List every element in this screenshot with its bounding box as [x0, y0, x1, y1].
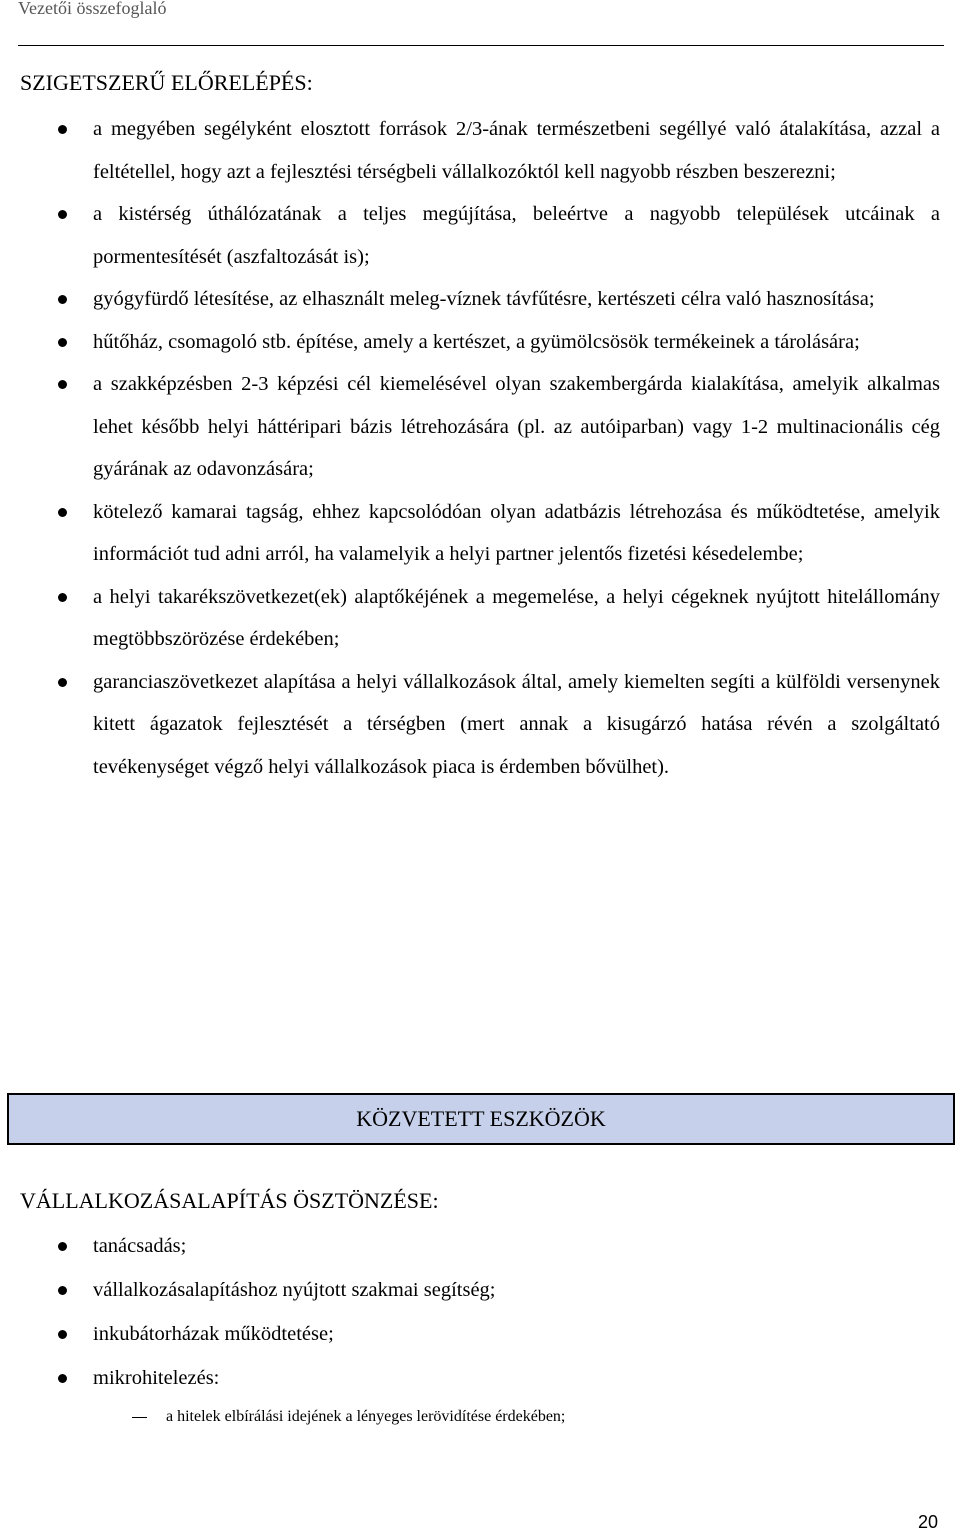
section-title-business-founding: VÁLLALKOZÁSALAPÍTÁS ÖSZTÖNZÉSE: — [20, 1188, 439, 1213]
bullet-icon — [58, 338, 67, 347]
list-item: a helyi takarékszövetkezet(ek) alaptőkéjének a megemelése, a helyi cégeknek nyújtott hitelállomány megtöbbszörözése érdekében; — [0, 576, 940, 661]
bullet-icon — [58, 1242, 67, 1251]
list-item: a kistérség úthálózatának a teljes megújítása, beleértve a nagyobb települések utcáinak a pormentesítését (aszfaltozását is); — [0, 193, 940, 278]
list-item: garanciaszövetkezet alapítása a helyi vállalkozások által, amely kiemelten segíti a külföldi versenynek kitett ágazatok fejlesztését a térségben (mert annak a kisugárzó hatása révén a szolgáltató tevékenységet végző helyi vállalkozások piaca is érdemben bővülhet). — [0, 661, 940, 789]
header-divider — [18, 45, 944, 46]
running-header: Vezetői összefoglaló — [18, 0, 167, 18]
list-item: vállalkozásalapításhoz nyújtott szakmai segítség; — [0, 1276, 940, 1304]
page-number: 20 — [917, 1512, 938, 1532]
sub-list-item: a hitelek elbírálási idejének a lényeges lerövidítése érdekében; — [132, 1404, 565, 1430]
bullet-icon — [58, 210, 67, 219]
bullet-icon — [58, 1286, 67, 1295]
section-title-island-progress: SZIGETSZERŰ ELŐRELÉPÉS: — [20, 70, 313, 95]
list-item: gyógyfürdő létesítése, az elhasznált meleg-víznek távfűtésre, kertészeti célra való hasznosítása; — [0, 278, 940, 321]
list-item: inkubátorházak működtetése; — [0, 1320, 940, 1348]
business-founding-list — [0, 1232, 940, 1408]
bullet-icon — [58, 295, 67, 304]
list-item: kötelező kamarai tagság, ehhez kapcsolódóan olyan adatbázis létrehozása és működtetése, amelyik információt tud adni arról, ha valamelyik a helyi partner jelentős fizetési késedelembe; — [0, 491, 940, 576]
bullet-icon — [58, 1374, 67, 1383]
island-progress-list — [0, 108, 940, 788]
list-item: tanácsadás; — [0, 1232, 940, 1260]
list-item: hűtőház, csomagoló stb. építése, amely a kertészet, a gyümölcsösök termékeinek a tárolására; — [0, 321, 940, 364]
bullet-icon — [58, 593, 67, 602]
bullet-icon — [58, 678, 67, 687]
bullet-icon — [58, 1330, 67, 1339]
list-item: a megyében segélyként elosztott források 2/3-ának természetbeni segéllyé való átalakítása, azzal a feltétellel, hogy azt a fejlesztési térségbeli vállalkozóktól kell nagyobb részben beszerezni; — [0, 108, 940, 193]
list-item: mikrohitelezés: — [0, 1364, 940, 1392]
list-item: a szakképzésben 2-3 képzési cél kiemelésével olyan szakembergárda kialakítása, amelyik alkalmas lehet később helyi háttéripari bázis létrehozására (pl. az autóiparban) vagy 1-2 multinacionális cég gyárának az odavonzására; — [0, 363, 940, 491]
indirect-tools-banner — [7, 1093, 955, 1145]
banner-title: KÖZVETETT ESZKÖZÖK — [356, 1106, 606, 1131]
bullet-icon — [58, 125, 67, 134]
dash-icon — [132, 1417, 147, 1418]
bullet-icon — [58, 508, 67, 517]
bullet-icon — [58, 380, 67, 389]
